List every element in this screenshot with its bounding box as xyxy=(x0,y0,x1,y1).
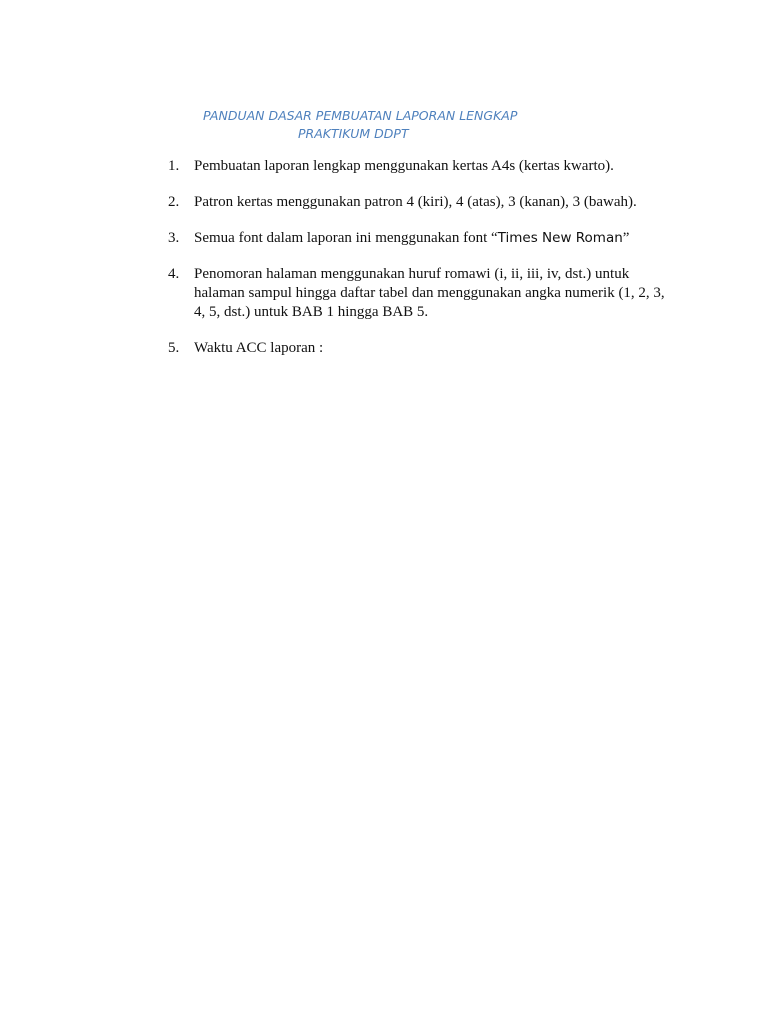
list-item xyxy=(168,265,668,322)
list-item-text: Penomoran halaman menggunakan huruf romawi (i, ii, iii, iv, dst.) untuk halaman sampul hingga daftar tabel dan menggunakan angka numerik (1, 2, 3, 4, 5, dst.) untuk BAB 1 hingga BAB 5. xyxy=(194,266,665,320)
list-item xyxy=(168,229,668,248)
list-item xyxy=(168,193,668,212)
list-item-text-after: ” xyxy=(622,230,630,246)
list-item-text xyxy=(194,229,668,248)
list-item-number: 3. xyxy=(168,230,180,246)
list-item-number: 2. xyxy=(168,194,180,210)
document-title-line-1: PANDUAN DASAR PEMBUATAN LAPORAN LENGKAP xyxy=(203,108,518,123)
font-name-text: Times New Roman xyxy=(497,230,623,246)
list-item-text: Waktu ACC laporan : xyxy=(194,340,324,356)
list-item-number: 5. xyxy=(168,340,180,356)
list-item-number: 4. xyxy=(168,266,180,282)
list-item-text-before: Semua font dalam laporan ini menggunakan font “ xyxy=(194,230,498,246)
list-item-text: Patron kertas menggunakan patron 4 (kiri), 4 (atas), 3 (kanan), 3 (bawah). xyxy=(194,194,637,210)
list-item-number: 1. xyxy=(168,158,180,174)
list-item-text: Pembuatan laporan lengkap menggunakan kertas A4s (kertas kwarto). xyxy=(194,158,614,174)
list-item xyxy=(168,339,668,358)
document-title-line-2: PRAKTIKUM DDPT xyxy=(298,126,409,141)
list-item xyxy=(168,157,668,176)
guideline-list xyxy=(168,157,668,375)
